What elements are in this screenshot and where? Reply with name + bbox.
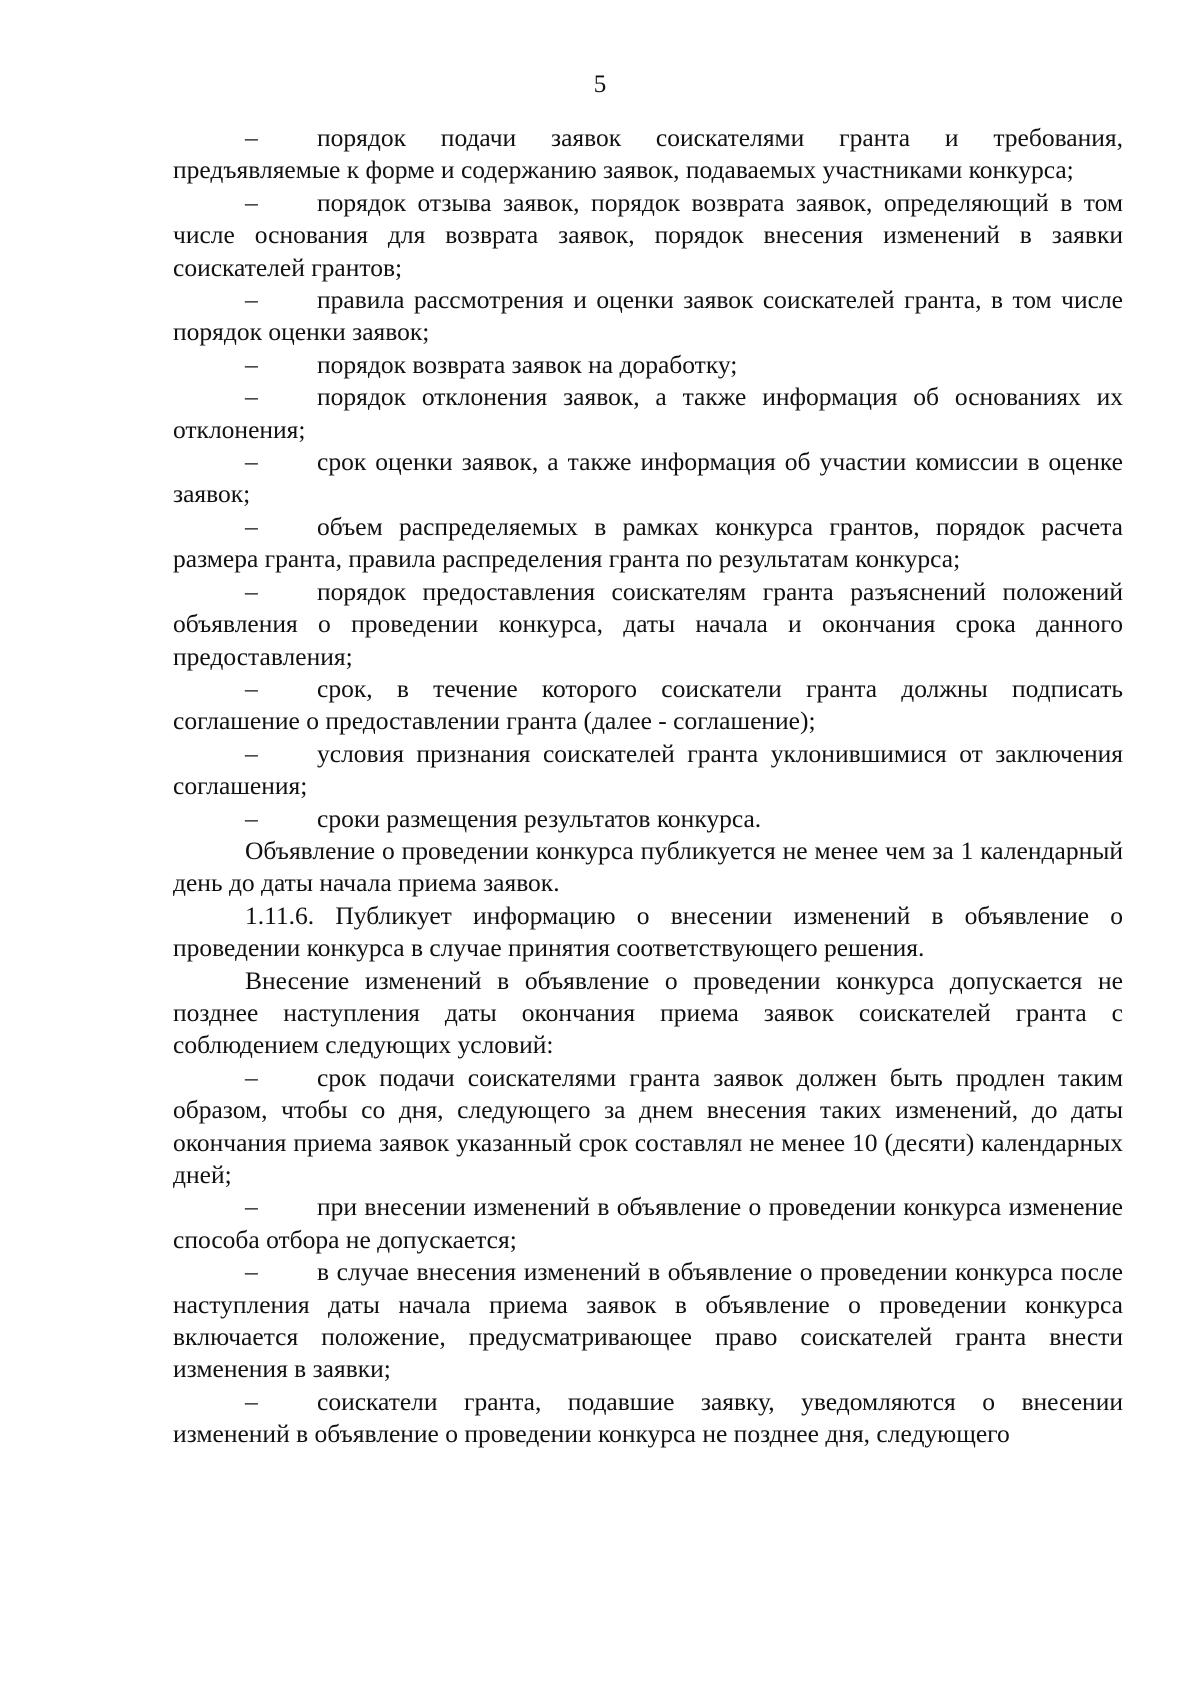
list-item [173,1062,1123,1192]
dash-marker: – [245,576,258,606]
list-item [173,1191,1123,1256]
paragraph-text: условия признания соискателей гранта уклонившимися от заключения соглашения; [173,738,1123,801]
list-item [173,284,1123,349]
dash-marker: – [245,511,258,541]
paragraph-text: срок, в течение которого соискатели гранта должны подписать соглашение о предоставлении гранта (далее - соглашение); [173,673,1123,736]
dash-marker: – [245,349,258,379]
dash-marker: – [245,1062,258,1092]
list-item [173,803,1123,835]
dash-marker: – [245,285,258,315]
list-item [173,381,1123,446]
paragraph-text: правила рассмотрения и оценки заявок соискателей гранта, в том числе порядок оценки заявок; [173,285,1123,347]
paragraph [173,900,1123,965]
list-item [173,122,1123,187]
paragraph-text: порядок предоставления соискателям гранта разъяснений положений объявления о проведении конкурса, даты начала и окончания срока данного предоставления; [173,576,1123,671]
paragraph-text: сроки размещения результатов конкурса. [317,803,762,833]
dash-marker: – [245,673,258,703]
list-item [173,446,1123,511]
paragraph-text: срок оценки заявок, а также информация об участии комиссии в оценке заявок; [173,447,1123,509]
dash-marker: – [245,447,258,477]
dash-marker: – [245,738,258,768]
list-item [173,576,1123,673]
list-item [173,1256,1123,1386]
paragraph-text: при внесении изменений в объявление о проведении конкурса изменение способа отбора не допускается; [173,1192,1123,1254]
dash-marker: – [245,382,258,412]
paragraph-text: 1.11.6. Публикует информацию о внесении изменений в объявление о проведении конкурса в случае принятия соответствующего решения. [173,900,1123,963]
paragraph-text: порядок подачи заявок соискателями гранта и требования, предъявляемые к форме и содержанию заявок, подаваемых участниками конкурса; [173,123,1123,185]
paragraph-text: Объявление о проведении конкурса публикуется не менее чем за 1 календарный день до даты начала приема заявок. [173,835,1123,898]
paragraph [173,965,1123,1062]
paragraph-text: срок подачи соискателями гранта заявок должен быть продлен таким образом, чтобы со дня, следующего за днем внесения таких изменений, до даты окончания приема заявок указанный срок составлял не менее 10 (десяти) календарных дней; [173,1062,1123,1189]
paragraph-text: порядок отклонения заявок, а также информация об основаниях их отклонения; [173,382,1123,444]
list-item [173,511,1123,576]
list-item [173,1386,1123,1451]
list-item [173,673,1123,738]
paragraph-text: соискатели гранта, подавшие заявку, уведомляются о внесении изменений в объявление о проведении конкурса не позднее дня, следующего [173,1386,1123,1449]
dash-marker: – [245,187,258,217]
dash-marker: – [245,123,258,152]
page-number: 5 [593,71,607,98]
document-body [173,122,1123,1451]
paragraph-text: объем распределяемых в рамках конкурса грантов, порядок расчета размера гранта, правила распределения гранта по результатам конкурса; [173,511,1123,574]
paragraph-text: Внесение изменений в объявление о проведении конкурса допускается не позднее наступления даты окончания приема заявок соискателей гранта с соблюдением следующих условий: [173,965,1123,1060]
paragraph [173,835,1123,900]
dash-marker: – [245,1257,258,1287]
dash-marker: – [245,803,258,833]
dash-marker: – [245,1386,258,1416]
list-item [173,187,1123,284]
paragraph-text: в случае внесения изменений в объявление о проведении конкурса после наступления даты начала приема заявок в объявление о проведении конкурса включается положение, предусматривающее право соискателей гранта внести изменения в заявки; [173,1257,1123,1384]
paragraph-text: порядок возврата заявок на доработку; [317,349,738,379]
dash-marker: – [245,1192,258,1222]
list-item [173,738,1123,803]
list-item [173,349,1123,381]
paragraph-text: порядок отзыва заявок, порядок возврата заявок, определяющий в том числе основания для возврата заявок, порядок внесения изменений в заявки соискателей грантов; [173,187,1123,282]
